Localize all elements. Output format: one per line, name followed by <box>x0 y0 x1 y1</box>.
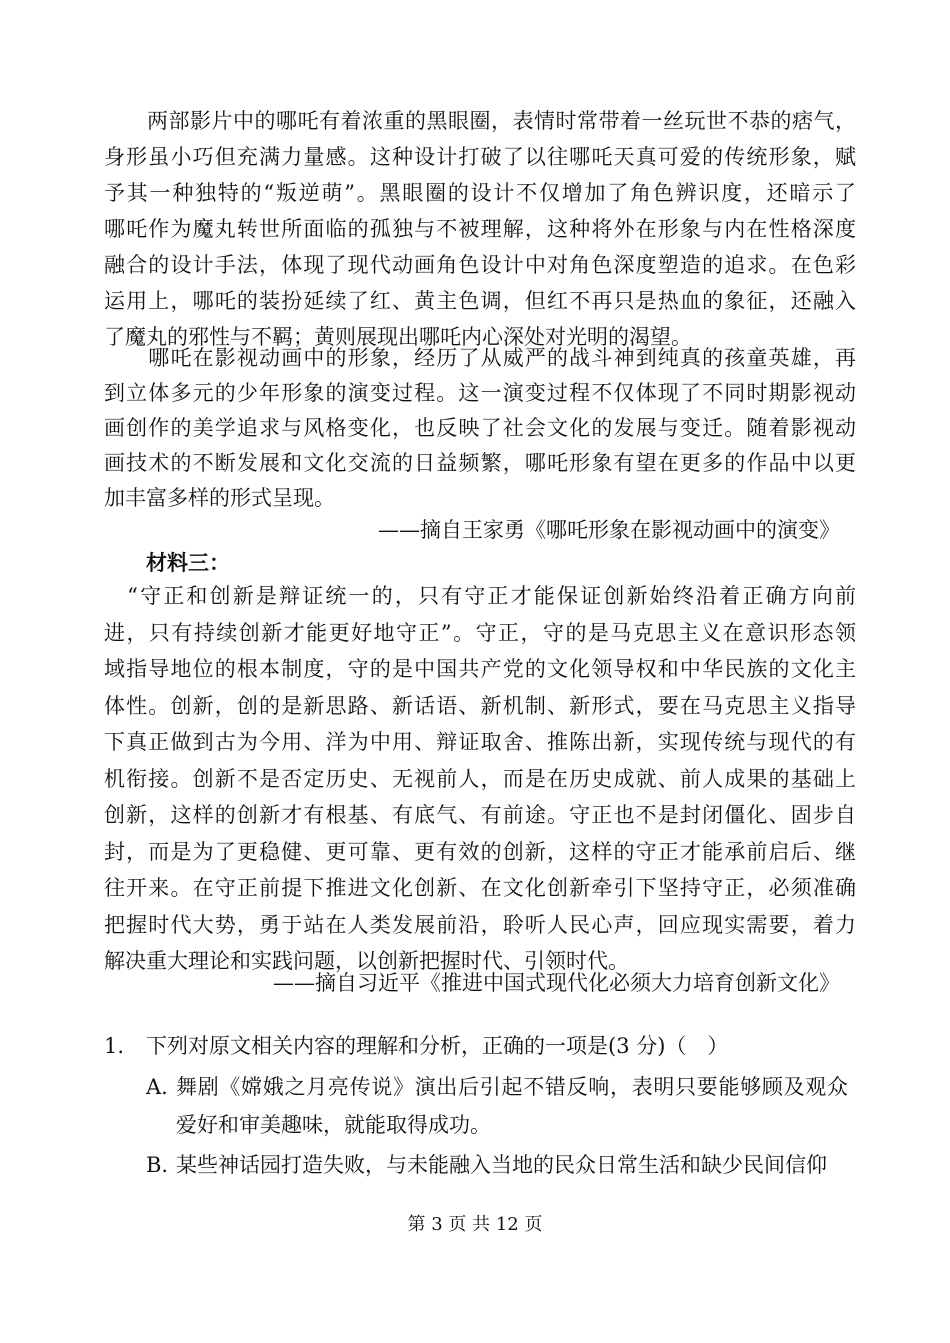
paragraph2-line: 到立体多元的少年形象的演变过程。这一演变过程不仅体现了不同时期影视动 <box>104 381 856 405</box>
material3-heading: 材料三： <box>146 550 230 575</box>
source-citation: ——摘自习近平《推进中国式现代化必须大力培育创新文化》 <box>273 971 840 995</box>
paragraph3-line: 把握时代大势，勇于站在人类发展前沿，聆听人民心声，回应现实需要，着力 <box>104 912 856 937</box>
paragraph3-line: 创新，这样的创新才有根基、有底气、有前途。守正也不是封闭僵化、固步自 <box>104 803 856 827</box>
paragraph3-line: 域指导地位的根本制度，守的是中国共产党的文化领导权和中华民族的文化主 <box>104 657 856 681</box>
paragraph3-line: 体性。创新，创的是新思路、新话语、新机制、新形式，要在马克思主义指导 <box>104 693 856 718</box>
page-footer: 第 3 页 共 12 页 <box>407 1214 543 1235</box>
paragraph2-line: 加丰富多样的形式呈现。 <box>104 486 335 510</box>
question-text: 下列对原文相关内容的理解和分析，正确的一项是(3 分)（ ） <box>146 1034 729 1058</box>
option-letter: A. <box>146 1075 168 1099</box>
option-a-line: 爱好和审美趣味，就能取得成功。 <box>176 1113 491 1137</box>
paragraph2-line: 画技术的不断发展和文化交流的日益频繁，哪吒形象有望在更多的作品中以更 <box>104 451 856 475</box>
paragraph3-line: “守正和创新是辩证统一的，只有守正才能保证创新始终沿着正确方向前 <box>104 584 856 608</box>
paragraph3-line: 解决重大理论和实践问题，以创新把握时代、引领时代。 <box>104 949 629 973</box>
paragraph3-line: 下真正做到古为今用、洋为中用、辩证取舍、推陈出新，实现传统与现代的有 <box>104 730 856 754</box>
paragraph1-line: 予其一种独特的“叛逆萌”。黑眼圈的设计不仅增加了角色辨识度，还暗示了 <box>104 181 856 205</box>
paragraph3-line: 机衔接。创新不是否定历史、无视前人，而是在历史成就、前人成果的基础上 <box>104 766 856 791</box>
paragraph1-line: 身形虽小巧但充满力量感。这种设计打破了以往哪吒天真可爱的传统形象，赋 <box>104 145 856 169</box>
paragraph1-line: 融合的设计手法，体现了现代动画角色设计中对角色深度塑造的追求。在色彩 <box>104 253 856 277</box>
paragraph1-line: 运用上，哪吒的装扮延续了红、黄主色调，但红不再只是热血的象征，还融入 <box>104 289 856 313</box>
paragraph1-line: 了魔丸的邪性与不羁；黄则展现出哪吒内心深处对光明的渴望。 <box>104 325 692 349</box>
source-citation: ——摘自王家勇《哪吒形象在影视动画中的演变》 <box>378 518 840 542</box>
paragraph2-line: 哪吒在影视动画中的形象，经历了从威严的战斗神到纯真的孩童英雄，再 <box>104 346 856 370</box>
paragraph1-line: 哪吒作为魔丸转世所面临的孤独与不被理解，这种将外在形象与内在性格深度 <box>104 217 856 241</box>
option-a-line: 舞剧《嫦娥之月亮传说》演出后引起不错反响，表明只要能够顾及观众 <box>176 1075 848 1099</box>
option-b-line: 某些神话园打造失败，与未能融入当地的民众日常生活和缺少民间信仰 <box>176 1153 827 1177</box>
option-letter: B. <box>146 1153 169 1177</box>
paragraph3-line: 往开来。在守正前提下推进文化创新、在文化创新牵引下坚持守正，必须准确 <box>104 876 856 900</box>
paragraph3-line: 封，而是为了更稳健、更可靠、更有效的创新，这样的守正才能承前启后、继 <box>104 839 856 864</box>
paragraph3-line: 进，只有持续创新才能更好地守正”。守正，守的是马克思主义在意识形态领 <box>104 620 856 645</box>
question-number: 1. <box>104 1034 125 1058</box>
paragraph2-line: 画创作的美学追求与风格变化，也反映了社会文化的发展与变迁。随着影视动 <box>104 416 856 440</box>
paragraph1-line: 两部影片中的哪吒有着浓重的黑眼圈，表情时常带着一丝玩世不恭的痞气， <box>104 109 856 133</box>
